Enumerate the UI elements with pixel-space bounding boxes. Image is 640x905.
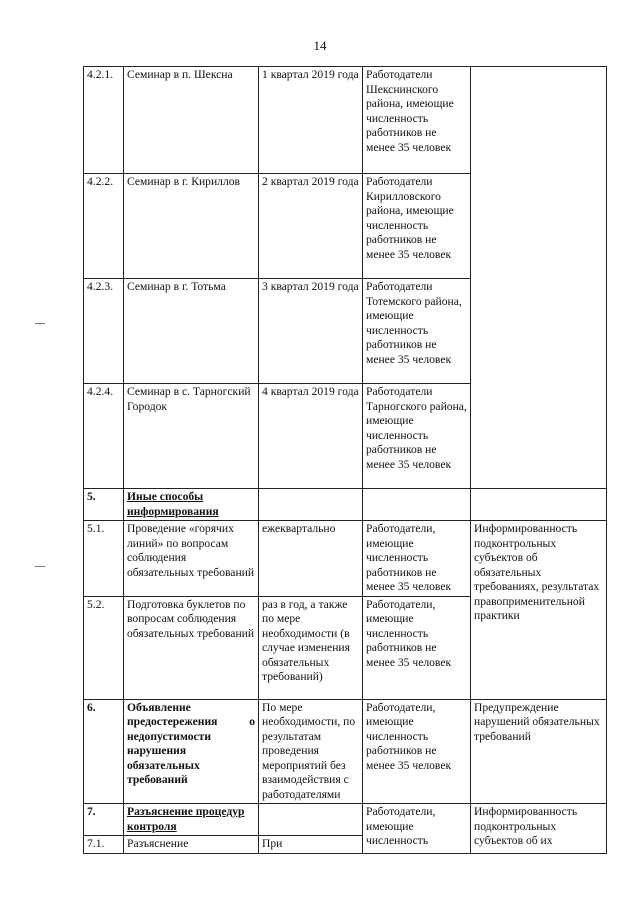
event-term: ежеквартально — [259, 521, 363, 597]
event-name: Разъяснение — [124, 836, 259, 854]
row-number: 4.2.4. — [84, 384, 124, 489]
event-target: Работодатели, имеющие численность работников не менее 35 человек — [363, 596, 471, 699]
table-row — [84, 521, 607, 597]
section-title: Объявление предостережения о недопустимости нарушения обязательных требований — [124, 699, 259, 804]
row-number: 5.2. — [84, 596, 124, 699]
row-number: 4.2.3. — [84, 279, 124, 384]
event-name: Семинар в г. Тотьма — [124, 279, 259, 384]
event-target — [363, 489, 471, 521]
event-result — [471, 67, 607, 489]
event-name: Семинар в с. Тарногский Городок — [124, 384, 259, 489]
row-number: 7. — [84, 804, 124, 836]
event-name: Проведение «горячих линий» по вопросам соблюдения обязательных требований — [124, 521, 259, 597]
event-target: Работодатели, имеющие численность работников не менее 35 человек — [363, 699, 471, 804]
event-term — [259, 489, 363, 521]
row-number: 6. — [84, 699, 124, 804]
event-term: 3 квартал 2019 года — [259, 279, 363, 384]
row-number: 7.1. — [84, 836, 124, 854]
event-result: Информированность подконтрольных субъектов об их — [471, 804, 607, 854]
section-title: Разъяснение процедур контроля — [124, 804, 259, 836]
event-target: Работодатели Шекснинского района, имеющие численность работников не менее 35 человек — [363, 67, 471, 174]
event-name: Подготовка буклетов по вопросам соблюдения обязательных требований — [124, 596, 259, 699]
event-term: 4 квартал 2019 года — [259, 384, 363, 489]
table-row — [84, 489, 607, 521]
table-row — [84, 804, 607, 836]
section-title: Иные способы информирования — [124, 489, 259, 521]
margin-mark — [35, 566, 45, 567]
event-name: Семинар в п. Шексна — [124, 67, 259, 174]
event-name: Семинар в г. Кириллов — [124, 174, 259, 279]
event-result: Информированность подконтрольных субъектов об обязательных требованиях, результатах правоприменительной практики — [471, 521, 607, 700]
event-target: Работодатели Тарногского района, имеющие численность работников не менее 35 человек — [363, 384, 471, 489]
event-target: Работодатели Тотемского района, имеющие численность работников не менее 35 человек — [363, 279, 471, 384]
event-term — [259, 804, 363, 836]
event-term: По мере необходимости, по результатам проведения мероприятий без взаимодействия с работодателями — [259, 699, 363, 804]
event-target: Работодатели Кирилловского района, имеющие численность работников не менее 35 человек — [363, 174, 471, 279]
event-result — [471, 489, 607, 521]
table-row — [84, 699, 607, 804]
event-term: 1 квартал 2019 года — [259, 67, 363, 174]
event-term: При — [259, 836, 363, 854]
row-number: 4.2.1. — [84, 67, 124, 174]
margin-mark — [35, 323, 45, 324]
row-number: 5. — [84, 489, 124, 521]
event-target: Работодатели, имеющие численность работников не менее 35 человек — [363, 521, 471, 597]
event-term: 2 квартал 2019 года — [259, 174, 363, 279]
plan-table — [83, 66, 607, 854]
event-target: Работодатели, имеющие численность — [363, 804, 471, 854]
row-number: 5.1. — [84, 521, 124, 597]
table-row — [84, 67, 607, 174]
row-number: 4.2.2. — [84, 174, 124, 279]
page-number: 14 — [313, 38, 327, 53]
event-term: раз в год, а также по мере необходимости (в случае изменения обязательных требований) — [259, 596, 363, 699]
event-result: Предупреждение нарушений обязательных требований — [471, 699, 607, 804]
